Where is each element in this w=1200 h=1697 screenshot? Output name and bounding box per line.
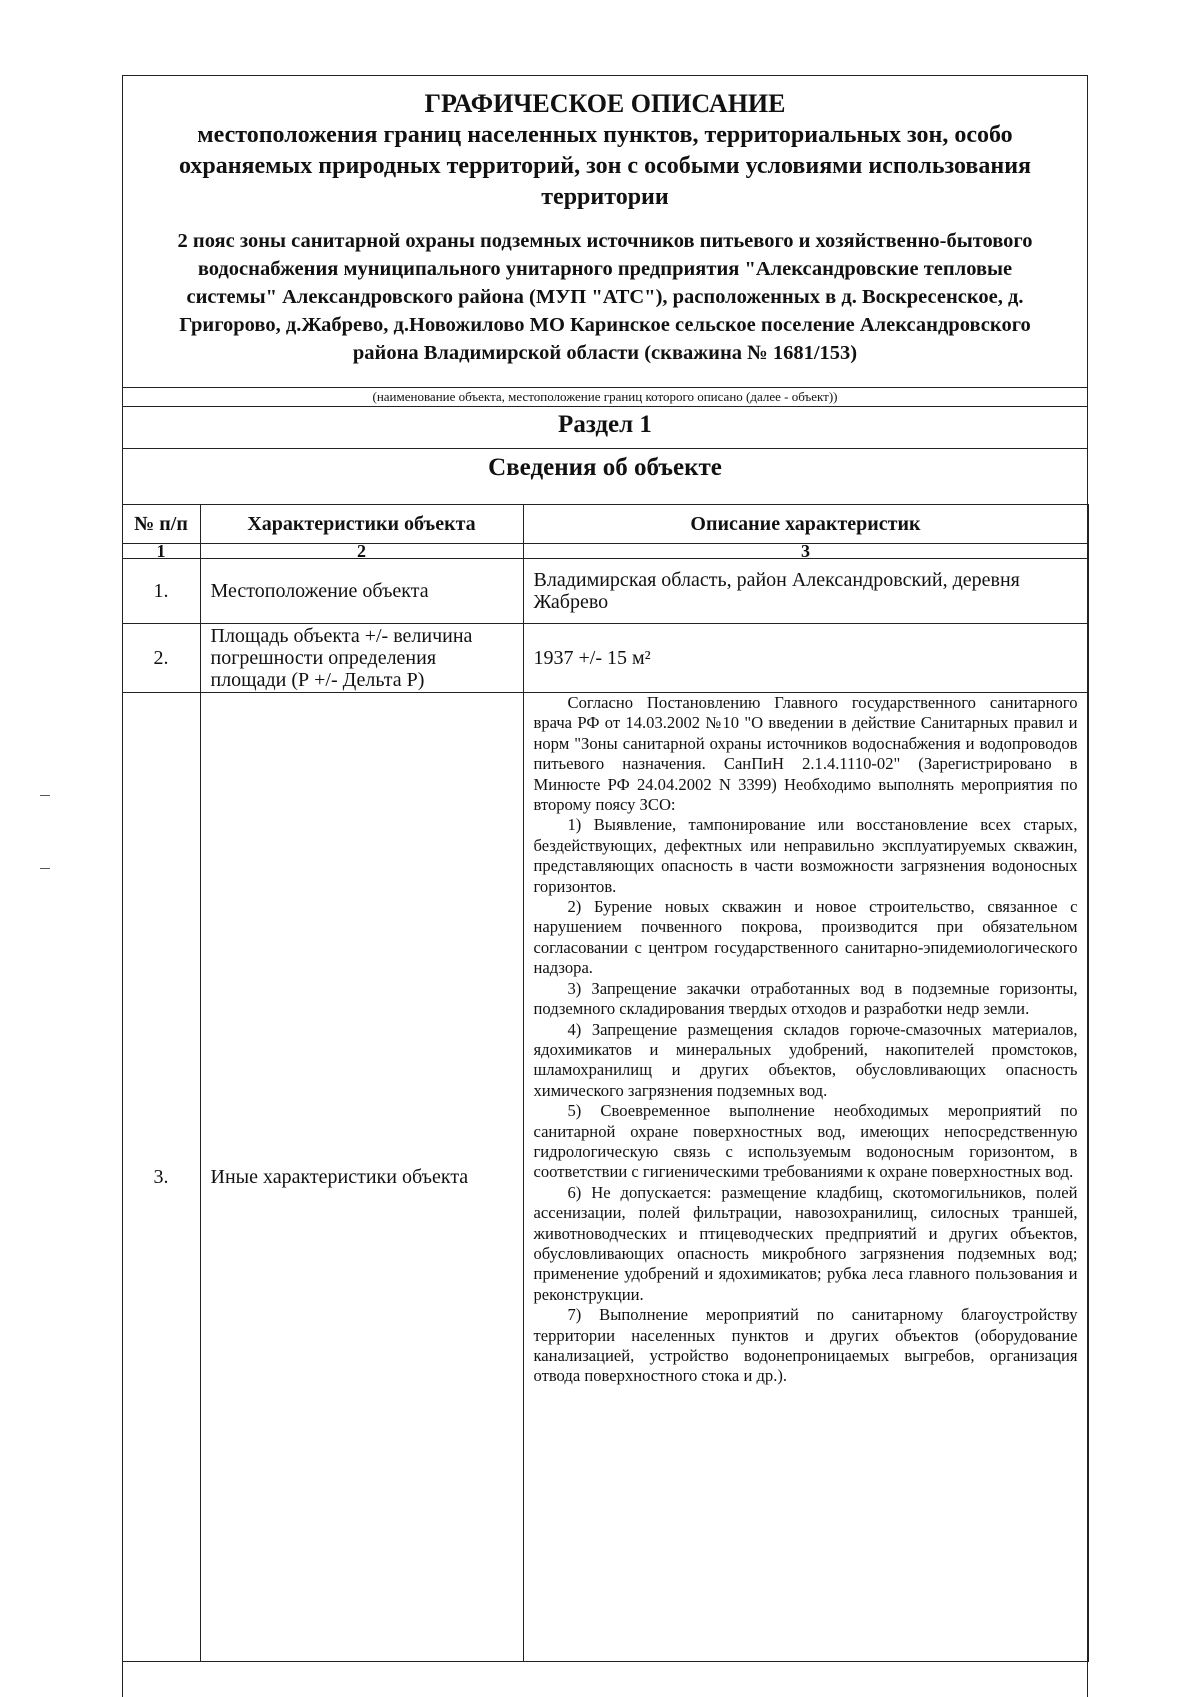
description-paragraph: Согласно Постановлению Главного государственного санитарного врача РФ от 14.03.2002 №10 "О введении в действие Санитарных правил и норм "Зоны санитарной охраны источников водоснабжения и водопроводов питьевого назначения. СанПиН 2.1.4.1110-02" (Зарегистрировано в Минюсте РФ 24.04.2002 N 3399) Необходимо выполнять мероприятия по второму поясу ЗСО: (533, 693, 1078, 815)
description-paragraph: 2) Бурение новых скважин и новое строительство, связанное с нарушением почвенного покрова, производится при обязательном согласовании с центром государственного санитарно-эпидемиологического надзора. (533, 897, 1078, 978)
object-name-line: 2 пояс зоны санитарной охраны подземных источников питьевого и хозяйственно-бытового (177, 230, 1033, 252)
description-paragraph: 5) Своевременное выполнение необходимых мероприятий по санитарной охране поверхностных вод, имеющих непосредственную гидрологическую связь с используемым водоносным горизонтом, в соответствии с гигиеническими требованиями к охране поверхностных вод. (533, 1101, 1078, 1182)
subtitle-line: охраняемых природных территорий, зон с особыми условиями использования (178, 153, 1032, 179)
column-header-characteristic: Характеристики объекта (200, 505, 523, 544)
column-number: 3 (523, 544, 1088, 559)
subtitle-line: территории (541, 184, 669, 210)
row-description: 1937 +/- 15 м² (523, 624, 1088, 693)
description-paragraph: 1) Выявление, тампонирование или восстановление всех старых, бездействующих, дефектных или неправильно эксплуатируемых скважин, представляющих опасность в части возможности загрязнения водоносных горизонтов. (533, 815, 1078, 896)
divider (123, 448, 1087, 449)
object-name (123, 227, 1087, 367)
table-row (122, 559, 1088, 624)
table-header-row (122, 505, 1088, 544)
section-title: Раздел 1 (558, 411, 652, 438)
document-title: ГРАФИЧЕСКОЕ ОПИСАНИЕ (424, 89, 786, 118)
table-row (122, 624, 1088, 693)
table-row (122, 693, 1088, 1662)
row-description: Владимирская область, район Александровский, деревня Жабрево (523, 559, 1088, 624)
column-number: 1 (122, 544, 200, 559)
divider (123, 406, 1087, 407)
document-frame (122, 75, 1088, 1697)
row-characteristic: Площадь объекта +/- величина погрешности определения площади (Р +/- Дельта Р) (200, 624, 523, 693)
section-subtitle: Сведения об объекте (488, 454, 722, 481)
description-paragraph: 6) Не допускается: размещение кладбищ, скотомогильников, полей ассенизации, полей фильтрации, навозохранилищ, силосных траншей, животноводческих и птицеводческих предприятий и других объектов, обусловливающих опасность микробного загрязнения подземных вод; применение удобрений и ядохимикатов; рубка леса главного пользования и реконструкции. (533, 1182, 1078, 1304)
document-header (123, 88, 1087, 367)
description-paragraph: 3) Запрещение закачки отработанных вод в подземные горизонты, подземного складирования твердых отходов и разработки недр земли. (533, 978, 1078, 1019)
column-number-row (122, 544, 1088, 559)
scan-mark (40, 868, 50, 869)
description-paragraph: 7) Выполнение мероприятий по санитарному благоустройству территории населенных пунктов и других объектов (оборудование канализацией, устройство водонепроницаемых выгребов, организация отвода поверхностного стока и др.). (533, 1305, 1078, 1386)
scan-mark (40, 795, 50, 796)
row-number: 3. (122, 693, 200, 1662)
row-characteristic: Местоположение объекта (200, 559, 523, 624)
column-number: 2 (200, 544, 523, 559)
document-subtitle (123, 120, 1087, 213)
object-name-line: системы" Александровского района (МУП "АТС"), расположенных в д. Воскресенское, д. (186, 286, 1024, 308)
object-name-line: водоснабжения муниципального унитарного предприятия "Александровские тепловые (197, 258, 1013, 280)
row-number: 2. (122, 624, 200, 693)
row-description (523, 693, 1088, 1662)
subtitle-line: местоположения границ населенных пунктов, территориальных зон, особо (197, 122, 1013, 148)
object-name-line: района Владимирской области (скважина № 1681/153) (352, 342, 858, 364)
object-info-table (122, 504, 1089, 1662)
column-header-description: Описание характеристик (523, 505, 1088, 544)
object-name-line: Григорово, д.Жабрево, д.Новожилово МО Каринское сельское поселение Александровского (179, 314, 1031, 336)
column-header-number: № п/п (122, 505, 200, 544)
row-characteristic: Иные характеристики объекта (200, 693, 523, 1662)
divider (123, 387, 1087, 388)
description-paragraph: 4) Запрещение размещения складов горюче-смазочных материалов, ядохимикатов и минеральных удобрений, накопителей промстоков, шламохранилищ и других объектов, обусловливающих опасность химического загрязнения подземных вод. (533, 1019, 1078, 1100)
row-number: 1. (122, 559, 200, 624)
object-caption: (наименование объекта, местоположение границ которого описано (далее - объект)) (372, 389, 838, 404)
